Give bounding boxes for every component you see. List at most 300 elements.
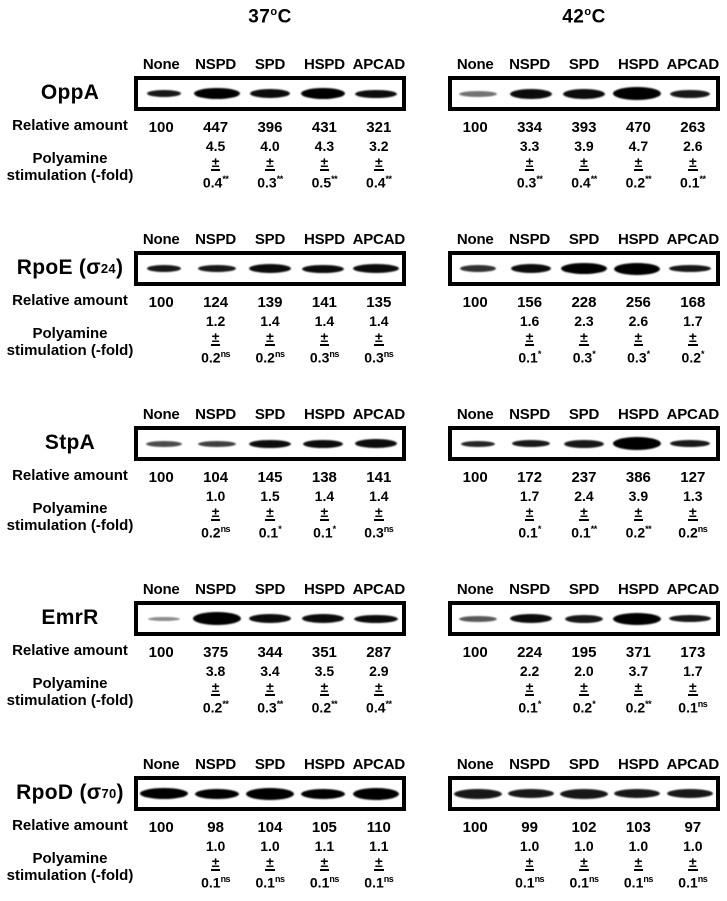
plus-minus-line <box>557 504 611 521</box>
stimulation-error-line <box>297 696 351 716</box>
relative-amount-label: Relative amount <box>12 817 128 834</box>
relative-amount-value: 141 <box>366 469 392 486</box>
blot-box <box>134 426 406 461</box>
lane-label: None <box>456 581 494 598</box>
relative-amount-value: 100 <box>462 469 488 486</box>
stimulation-cell <box>666 489 720 546</box>
lane-label: None <box>142 231 180 248</box>
plus-minus-line <box>611 679 665 696</box>
relative-amount-value: 334 <box>517 119 543 136</box>
stimulation-cell <box>352 139 406 196</box>
plus-minus-symbol: ± <box>374 504 383 520</box>
lane-label: SPD <box>254 56 286 73</box>
plus-minus-symbol: ± <box>320 154 329 170</box>
plus-minus-line <box>297 154 351 171</box>
blot-lane <box>663 80 716 107</box>
plus-minus-line <box>352 854 406 871</box>
lane-label: None <box>456 406 494 423</box>
stimulation-value: 3.4 <box>260 663 280 679</box>
lane-label: APCAD <box>666 581 719 598</box>
significance-marker: ** <box>590 524 597 534</box>
plus-minus-line <box>666 329 720 346</box>
panel-list <box>6 54 727 896</box>
stimulation-empty-cell <box>448 489 502 546</box>
stimulation-error: 0.1 <box>364 874 384 891</box>
stimulation-value: 2.9 <box>369 663 389 679</box>
stimulation-error-line <box>557 346 611 366</box>
blot-lane <box>191 605 244 632</box>
blot-band <box>667 789 713 798</box>
relative-amount-row <box>134 637 406 663</box>
stimulation-value: 3.7 <box>628 663 649 679</box>
significance-marker: ns <box>220 874 231 884</box>
stimulation-error: 0.2 <box>625 699 646 716</box>
stimulation-value: 1.0 <box>519 838 540 854</box>
blot-lane <box>663 605 716 632</box>
stimulation-error-line <box>243 696 297 716</box>
stimulation-error: 0.1 <box>309 874 330 891</box>
stimulation-empty-cell <box>134 314 188 371</box>
relative-amount-value: 393 <box>571 119 597 136</box>
blot-box <box>134 251 406 286</box>
stimulation-error: 0.3 <box>364 524 384 541</box>
plus-minus-symbol: ± <box>525 504 534 520</box>
stimulation-row <box>448 488 720 546</box>
blot-band <box>670 440 710 447</box>
lane-label: APCAD <box>666 56 719 73</box>
stimulation-value: 2.6 <box>628 313 649 329</box>
plus-minus-line <box>243 854 297 871</box>
relative-amount-value: 104 <box>203 469 229 486</box>
relative-amount-value: 228 <box>571 294 597 311</box>
blot-lane <box>558 430 611 457</box>
stimulation-value: 1.4 <box>369 313 389 329</box>
blot-band <box>460 265 496 272</box>
stimulation-error-line <box>502 346 556 366</box>
plus-minus-symbol: ± <box>266 854 274 870</box>
stimulation-value: 3.9 <box>628 488 649 504</box>
plus-minus-symbol: ± <box>211 854 220 870</box>
relative-amount-value: 127 <box>680 469 706 486</box>
stimulation-error-line <box>188 346 242 366</box>
stimulation-error-line <box>666 346 720 366</box>
relative-amount-value: 344 <box>257 644 283 661</box>
blot-lane <box>663 780 716 807</box>
stimulation-error-line <box>297 346 351 366</box>
stimulation-error-line <box>557 521 611 541</box>
stimulation-error: 0.3 <box>257 699 277 716</box>
relative-amount-value: 100 <box>462 644 488 661</box>
significance-marker: ** <box>536 174 543 184</box>
plus-minus-symbol: ± <box>525 679 534 695</box>
stimulation-row <box>134 488 406 546</box>
stimulation-cell <box>502 664 556 721</box>
temp-value: 42 <box>562 6 585 28</box>
stimulation-value: 3.8 <box>205 663 226 679</box>
plus-minus-line <box>297 504 351 521</box>
relative-amount-value: 237 <box>571 469 597 486</box>
lane-label: SPD <box>254 756 286 773</box>
lane-label: HSPD <box>617 56 659 73</box>
lane-header-row <box>448 54 720 76</box>
plus-minus-line <box>188 504 242 521</box>
stimulation-cell <box>611 489 665 546</box>
temperature-header-row <box>6 4 727 54</box>
relative-amount-value: 100 <box>148 819 174 836</box>
protein-label <box>6 76 134 112</box>
plus-minus-symbol: ± <box>580 854 588 870</box>
stimulation-cell <box>666 139 720 196</box>
blot-band <box>354 615 398 623</box>
blot-lane <box>452 605 505 632</box>
plus-minus-symbol: ± <box>320 854 329 870</box>
blot-lane <box>191 80 244 107</box>
stimulation-empty-cell <box>134 664 188 721</box>
relative-amount-row <box>134 112 406 138</box>
sigma-symbol: σ <box>86 781 102 804</box>
plus-minus-line <box>188 154 242 171</box>
plus-minus-symbol: ± <box>320 679 329 695</box>
significance-marker: ** <box>699 174 706 184</box>
lane-label: SPD <box>568 581 600 598</box>
plus-minus-symbol: ± <box>634 329 643 345</box>
lane-label: NSPD <box>509 406 551 423</box>
stimulation-cell <box>611 139 665 196</box>
relative-amount-row <box>448 637 720 663</box>
blot-band <box>302 265 344 273</box>
stimulation-value: 2.0 <box>574 663 594 679</box>
blot-band <box>140 788 188 799</box>
stimulation-value: 1.0 <box>574 838 594 854</box>
stimulation-value: 3.9 <box>574 138 594 154</box>
relative-amount-row <box>448 462 720 488</box>
stimulation-cell <box>611 314 665 371</box>
stimulation-cell <box>557 314 611 371</box>
blot-lane <box>610 780 663 807</box>
stimulation-cell <box>502 839 556 896</box>
stimulation-label-line1: Polyamine <box>32 675 108 692</box>
plus-minus-symbol: ± <box>688 329 697 345</box>
plus-minus-symbol: ± <box>211 154 220 170</box>
stimulation-row <box>448 313 720 371</box>
lane-label: HSPD <box>617 231 659 248</box>
lane-label: None <box>456 56 494 73</box>
stimulation-error-line <box>666 696 720 716</box>
relative-amount-value: 100 <box>148 469 174 486</box>
significance-marker: * <box>646 349 650 359</box>
stimulation-error: 0.2 <box>201 349 221 366</box>
relative-amount-value: 138 <box>311 469 337 486</box>
temp-unit: C <box>591 6 606 28</box>
stimulation-error-line <box>243 346 297 366</box>
blot-band <box>669 265 711 272</box>
stimulation-error: 0.3 <box>257 174 277 191</box>
temp-value: 37 <box>248 6 271 28</box>
significance-marker: * <box>537 349 541 359</box>
blot-lane <box>452 255 505 282</box>
significance-marker: ** <box>590 174 597 184</box>
lane-label: NSPD <box>509 231 551 248</box>
stimulation-label <box>6 663 134 721</box>
stimulation-value: 1.0 <box>628 838 649 854</box>
stimulation-label-line2: stimulation (-fold) <box>6 692 134 709</box>
significance-marker: ns <box>329 349 339 359</box>
blot-lane <box>505 430 558 457</box>
plus-minus-line <box>557 154 611 171</box>
blot-band <box>614 263 660 275</box>
blot-band <box>198 265 236 272</box>
relative-amount-row <box>448 112 720 138</box>
significance-marker: * <box>701 349 705 359</box>
stimulation-error: 0.2 <box>202 699 223 716</box>
relative-amount-value: 386 <box>625 469 651 486</box>
blot-box <box>448 251 720 286</box>
blot-band <box>301 88 345 99</box>
stimulation-value: 4.0 <box>260 138 280 154</box>
stimulation-empty-cell <box>448 839 502 896</box>
stimulation-error: 0.1 <box>313 524 333 541</box>
blot-lane <box>244 430 297 457</box>
plus-minus-line <box>188 329 242 346</box>
plus-minus-symbol: ± <box>688 679 697 695</box>
protein-name: OppA <box>40 81 100 104</box>
plus-minus-line <box>502 504 556 521</box>
relative-amount-value: 431 <box>311 119 337 136</box>
blot-lane <box>244 80 297 107</box>
stimulation-value: 2.4 <box>574 488 594 504</box>
lane-label: NSPD <box>509 581 551 598</box>
blot-band <box>353 788 399 800</box>
stimulation-cell <box>557 139 611 196</box>
blot-panel-left <box>134 754 406 896</box>
protein-label <box>6 251 134 287</box>
temp-header-42 <box>448 6 720 54</box>
stimulation-error-line <box>188 696 242 716</box>
relative-amount-label: Relative amount <box>12 642 128 659</box>
relative-amount-value: 224 <box>517 644 543 661</box>
blot-lane <box>191 780 244 807</box>
plus-minus-line <box>352 679 406 696</box>
plus-minus-symbol: ± <box>320 504 329 520</box>
relative-amount-value: 263 <box>680 119 706 136</box>
lane-label: APCAD <box>666 406 719 423</box>
stimulation-error-line <box>297 521 351 541</box>
relative-amount-value: 99 <box>521 819 538 836</box>
blot-band <box>564 440 604 448</box>
stimulation-cell <box>352 664 406 721</box>
blot-lane <box>610 605 663 632</box>
relative-amount-value: 104 <box>257 819 283 836</box>
relative-amount-value: 100 <box>462 119 488 136</box>
stimulation-error: 0.4 <box>366 174 386 191</box>
plus-minus-line <box>666 679 720 696</box>
stimulation-label <box>6 313 134 371</box>
stimulation-error-line <box>243 871 297 891</box>
relative-amount-row <box>134 287 406 313</box>
plus-minus-line <box>297 854 351 871</box>
lane-header-row <box>134 404 406 426</box>
blot-band <box>669 615 711 622</box>
stimulation-cell <box>297 664 351 721</box>
plus-minus-symbol: ± <box>266 154 274 170</box>
significance-marker: ** <box>331 174 338 184</box>
stimulation-cell <box>502 314 556 371</box>
stimulation-error-line <box>502 171 556 191</box>
blot-band <box>454 789 502 799</box>
stimulation-error-line <box>352 871 406 891</box>
protein-panel-row <box>6 579 727 721</box>
blot-lane <box>452 430 505 457</box>
lane-label: SPD <box>254 581 286 598</box>
stimulation-value: 1.7 <box>683 663 703 679</box>
stimulation-label-line2: stimulation (-fold) <box>6 867 134 884</box>
stimulation-value: 1.6 <box>519 313 540 329</box>
blot-band <box>511 264 551 273</box>
relative-amount-value: 371 <box>625 644 651 661</box>
blot-band <box>194 88 240 99</box>
stimulation-error: 0.1 <box>515 874 535 891</box>
stimulation-label-line1: Polyamine <box>32 325 108 342</box>
stimulation-value: 1.7 <box>683 313 703 329</box>
plus-minus-symbol: ± <box>688 154 697 170</box>
blot-lane <box>505 80 558 107</box>
blot-band <box>560 789 608 799</box>
stimulation-error-line <box>188 871 242 891</box>
blot-panel-right <box>448 404 720 546</box>
blot-panel-right <box>448 54 720 196</box>
stimulation-empty-cell <box>448 664 502 721</box>
blot-band <box>249 614 291 623</box>
plus-minus-line <box>557 679 611 696</box>
stimulation-error-line <box>502 696 556 716</box>
stimulation-value: 1.0 <box>205 838 226 854</box>
relative-amount-value: 135 <box>366 294 392 311</box>
lane-label: SPD <box>568 756 600 773</box>
blot-band <box>510 89 552 99</box>
relative-amount-value: 172 <box>517 469 543 486</box>
relative-amount-value: 321 <box>366 119 392 136</box>
blot-panel-right <box>448 579 720 721</box>
stimulation-cell <box>243 139 297 196</box>
blot-lane <box>296 255 349 282</box>
stimulation-cell <box>188 139 242 196</box>
lane-header-row <box>448 579 720 601</box>
blot-band <box>147 90 181 97</box>
stimulation-value: 3.2 <box>369 138 389 154</box>
lane-header-row <box>448 229 720 251</box>
stimulation-cell <box>297 139 351 196</box>
stimulation-error-line <box>297 171 351 191</box>
significance-marker: ns <box>383 524 394 534</box>
stimulation-empty-cell <box>448 139 502 196</box>
stimulation-error: 0.1 <box>201 874 221 891</box>
blot-band <box>461 441 495 447</box>
stimulation-error: 0.1 <box>571 524 591 541</box>
plus-minus-line <box>611 154 665 171</box>
plus-minus-symbol: ± <box>525 329 534 345</box>
significance-marker: ** <box>385 699 392 709</box>
lane-label: HSPD <box>303 56 345 73</box>
significance-marker: ** <box>645 174 652 184</box>
lane-label: SPD <box>568 406 600 423</box>
stimulation-cell <box>666 839 720 896</box>
lane-label: SPD <box>254 231 286 248</box>
blot-lane <box>138 255 191 282</box>
stimulation-value: 1.1 <box>369 838 389 854</box>
stimulation-error: 0.1 <box>678 874 698 891</box>
stimulation-value: 1.0 <box>205 488 226 504</box>
stimulation-row <box>134 663 406 721</box>
plus-minus-symbol: ± <box>266 504 274 520</box>
stimulation-value: 4.7 <box>628 138 649 154</box>
blot-band <box>614 789 660 798</box>
blot-box <box>134 776 406 811</box>
relative-amount-value: 141 <box>311 294 337 311</box>
stimulation-label-line1: Polyamine <box>32 500 108 517</box>
stimulation-value: 2.2 <box>519 663 540 679</box>
plus-minus-symbol: ± <box>688 504 697 520</box>
relative-amount-value: 396 <box>257 119 283 136</box>
stimulation-cell <box>502 139 556 196</box>
relative-amount-value: 156 <box>517 294 543 311</box>
plus-minus-line <box>666 154 720 171</box>
blot-band <box>670 90 710 98</box>
lane-label: HSPD <box>303 406 345 423</box>
protein-label <box>6 776 134 812</box>
stimulation-cell <box>297 489 351 546</box>
plus-minus-symbol: ± <box>634 504 643 520</box>
stimulation-label <box>6 138 134 196</box>
significance-marker: ** <box>276 174 283 184</box>
lane-label: APCAD <box>666 756 719 773</box>
protein-panel-row <box>6 404 727 546</box>
relative-amount-value: 168 <box>680 294 706 311</box>
plus-minus-line <box>611 329 665 346</box>
relative-amount-value: 100 <box>148 644 174 661</box>
stimulation-error-line <box>666 521 720 541</box>
plus-minus-line <box>352 154 406 171</box>
stimulation-value: 1.2 <box>205 313 226 329</box>
degree-symbol: o <box>584 6 592 18</box>
plus-minus-line <box>188 854 242 871</box>
relative-amount-value: 105 <box>311 819 337 836</box>
relative-amount-row <box>134 812 406 838</box>
blot-lane <box>138 430 191 457</box>
stimulation-row <box>134 313 406 371</box>
stimulation-error: 0.4 <box>366 699 386 716</box>
stimulation-error: 0.2 <box>201 524 221 541</box>
plus-minus-symbol: ± <box>211 329 220 345</box>
sigma-symbol: σ <box>86 256 101 279</box>
blot-lane <box>505 605 558 632</box>
stimulation-cell <box>352 489 406 546</box>
plus-minus-symbol: ± <box>374 329 383 345</box>
stimulation-value: 3.3 <box>519 138 540 154</box>
blot-band <box>148 617 180 621</box>
blot-lane <box>244 780 297 807</box>
significance-marker: ** <box>385 174 392 184</box>
stimulation-error-line <box>352 346 406 366</box>
significance-marker: * <box>592 699 596 709</box>
blot-panel-left <box>134 404 406 546</box>
stimulation-row <box>448 663 720 721</box>
stimulation-label-line2: stimulation (-fold) <box>6 167 134 184</box>
lane-label: NSPD <box>195 406 237 423</box>
stimulation-empty-cell <box>134 839 188 896</box>
stimulation-error: 0.3 <box>516 174 537 191</box>
blot-lane <box>349 80 402 107</box>
stimulation-error-line <box>611 346 665 366</box>
